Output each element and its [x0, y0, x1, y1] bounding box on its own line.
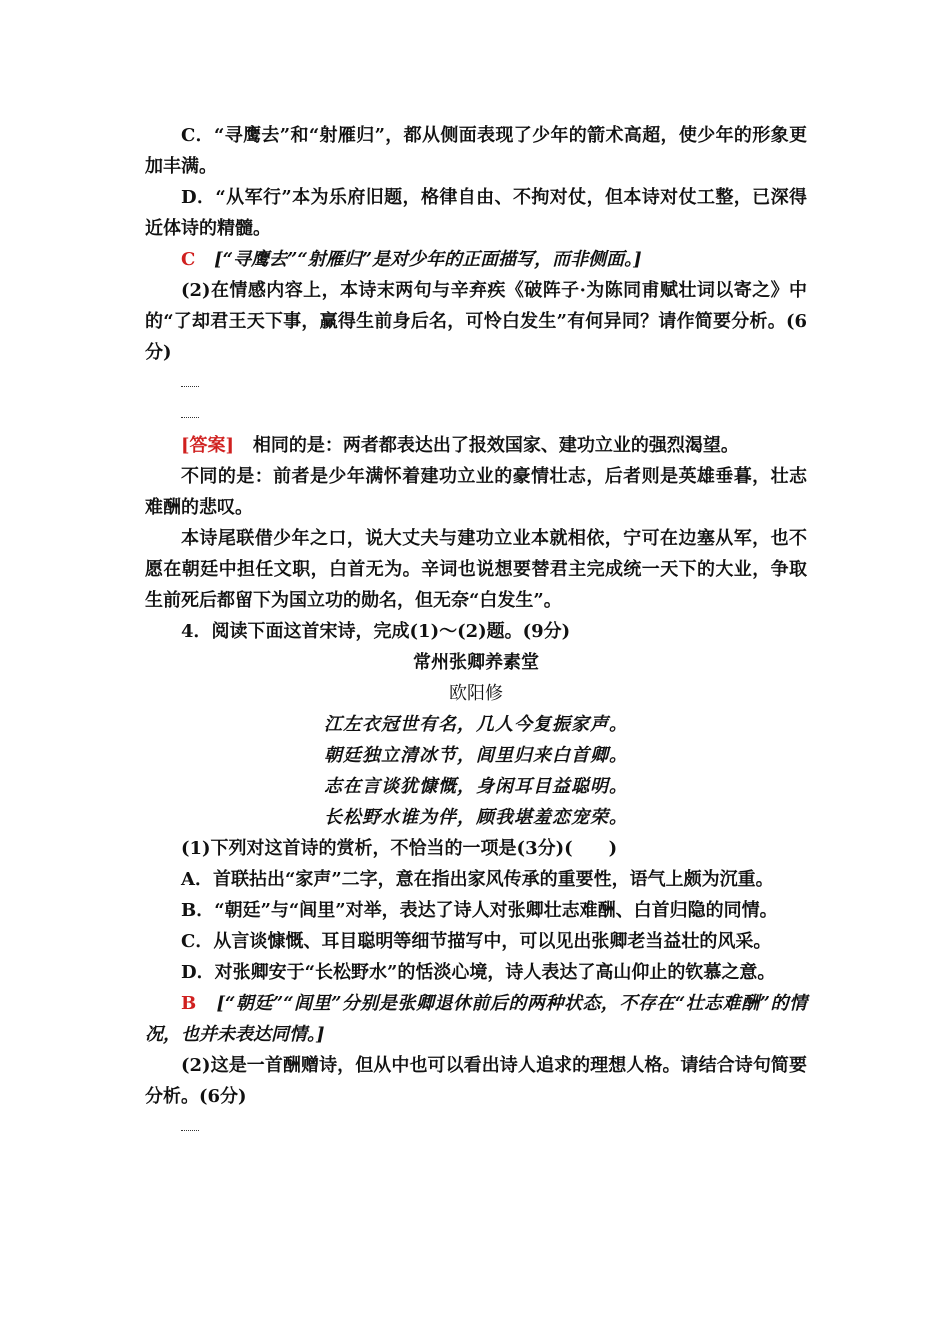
q3-sub2-question: (2)在情感内容上，本诗末两句与辛弃疾《破阵子·为陈同甫赋壮词以寄之》中的“了却君王天下事，赢得生前身后名，可怜白发生”有何异同？请作简要分析。(6分): [145, 280, 807, 363]
q3-answer-line: [145, 244, 807, 275]
q3-answer-p1: [145, 430, 807, 461]
q4-option-d: D．对张卿安于“长松野水”的恬淡心境，诗人表达了高山仰止的钦慕之意。: [181, 962, 776, 983]
answer-tag: [答案]: [181, 435, 235, 456]
answer-text: 相同的是：两者都表达出了报效国家、建功立业的强烈渴望。: [252, 435, 739, 456]
document-page: [145, 120, 807, 1143]
q4-answer-letter: B: [181, 993, 197, 1014]
poem-line: 江左衣冠世有名，几人今复振家声。: [324, 714, 628, 735]
q4-sub2-question: (2)这是一首酬赠诗，但从中也可以看出诗人追求的理想人格。请结合诗句简要分析。(6分): [145, 1055, 807, 1107]
q3-option-c: C．“寻鹰去”和“射雁归”，都从侧面表现了少年的箭术高超，使少年的形象更加丰满。: [145, 125, 807, 177]
q3-option-d: D．“从军行”本为乐府旧题，格律自由、不拘对仗，但本诗对仗工整，已深得近体诗的精髓。: [145, 187, 807, 239]
q4-option-a: A．首联拈出“家声”二字，意在指出家风传承的重要性，语气上颇为沉重。: [181, 869, 774, 890]
q4-answer-note: [“朝廷”“闾里”分别是张卿退休前后的两种状态，不存在“壮志难酬”的情况，也并未表达同情。]: [145, 993, 807, 1045]
poem-title: 常州张卿养素堂: [413, 652, 539, 673]
q4-option-b: B．“朝廷”与“闾里”对举，表达了诗人对张卿壮志难酬、白首归隐的同情。: [181, 900, 778, 921]
poem-line: 朝廷独立清冰节，闾里归来白首卿。: [324, 745, 628, 766]
answer-blank-line: [145, 399, 807, 430]
poem-line: 志在言谈犹慷慨，身闲耳目益聪明。: [324, 776, 628, 797]
poem-author: 欧阳修: [449, 683, 503, 704]
q4-sub1-question: (1)下列对这首诗的赏析，不恰当的一项是(3分)( ): [181, 838, 618, 859]
answer-blank-line: [145, 368, 807, 399]
q4-stem: 4．阅读下面这首宋诗，完成(1)～(2)题。(9分): [181, 621, 571, 642]
q3-answer-letter: C: [181, 249, 196, 270]
answer-blank-line: [145, 1112, 807, 1143]
q3-answer-p3: 本诗尾联借少年之口，说大丈夫与建功立业本就相依，宁可在边塞从军，也不愿在朝廷中担任文职，白首无为。辛词也说想要替君主完成统一天下的大业，争取生前死后都留下为国立功的勋名，但无奈“白发生”。: [145, 528, 807, 611]
q3-answer-p2: 不同的是：前者是少年满怀着建功立业的豪情壮志，后者则是英雄垂暮，壮志难酬的悲叹。: [145, 466, 807, 518]
q4-option-c: C．从言谈慷慨、耳目聪明等细节描写中，可以见出张卿老当益壮的风采。: [181, 931, 772, 952]
poem-line: 长松野水谁为伴，顾我堪羞恋宠荣。: [324, 807, 628, 828]
q4-answer-line: [145, 988, 807, 1050]
q3-answer-note: [“寻鹰去”“射雁归”是对少年的正面描写，而非侧面。]: [214, 249, 642, 270]
